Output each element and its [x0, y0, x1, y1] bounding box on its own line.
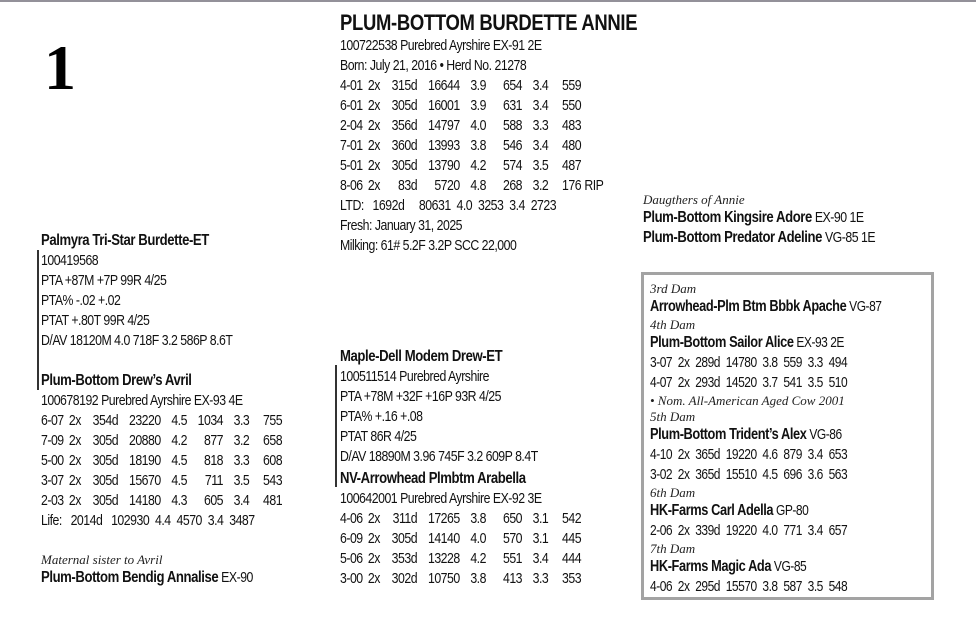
- lactation-record-row: [41, 431, 282, 451]
- record-fat-percent: 4.5: [171, 452, 187, 469]
- lactation-record-row: [340, 156, 630, 176]
- ancestor-score: EX-93 2E: [796, 334, 844, 351]
- dam-block: [41, 371, 335, 531]
- ancestor-entry: [650, 557, 881, 577]
- ancestor-generation-label: 6th Dam: [650, 485, 696, 500]
- daughter-entry: [643, 208, 875, 228]
- record-fat: 711: [204, 472, 224, 489]
- record-milkings: 2x: [367, 97, 380, 114]
- sire-block: [41, 231, 274, 351]
- detail-line: 100419568: [41, 252, 99, 269]
- record-milk: 17265: [427, 510, 460, 527]
- record-fat: 605: [203, 492, 224, 509]
- record-milkings: 2x: [367, 570, 380, 587]
- subject-born: Born: July 21, 2016 • Herd No. 21278: [340, 57, 527, 74]
- daughter-entry: [643, 228, 875, 248]
- record-milkings: 2x: [68, 452, 81, 469]
- record-milkings: 2x: [68, 432, 81, 449]
- record-milk: 16001: [427, 97, 460, 114]
- record-fat-percent: 4.2: [470, 157, 486, 174]
- record-fat: 570: [502, 530, 523, 547]
- subject-name: PLUM-BOTTOM BURDETTE ANNIE: [340, 10, 638, 35]
- subject-records: [340, 76, 694, 196]
- granddam-block: [340, 469, 634, 589]
- record-age: 3-07: [41, 472, 64, 489]
- record-days: 302d: [391, 570, 418, 587]
- record-days: 354d: [92, 412, 119, 429]
- lactation-record-row: [340, 509, 581, 529]
- record-days: 356d: [391, 117, 418, 134]
- sire-dam-bracket: [37, 250, 39, 390]
- record-protein: 480: [562, 137, 582, 154]
- record-protein-percent: 3.3: [532, 570, 549, 587]
- lactation-record-row: [340, 549, 581, 569]
- record-fat: 588: [502, 117, 523, 134]
- ancestor-name: Plum-Bottom Sailor Alice: [650, 334, 794, 351]
- daughter-name: Plum-Bottom Kingsire Adore: [643, 209, 812, 226]
- record-fat: 551: [502, 550, 523, 567]
- record-milkings: 2x: [367, 510, 380, 527]
- record-days: 315d: [391, 77, 418, 94]
- ancestor-score: GP-80: [775, 502, 809, 519]
- record-protein-percent: 3.5: [532, 157, 549, 174]
- lactation-record-row: [41, 471, 282, 491]
- record-days: 305d: [391, 530, 418, 547]
- record-days: 305d: [92, 452, 119, 469]
- record-days: 305d: [92, 492, 119, 509]
- detail-line: PTA +87M +7P 99R 4/25: [41, 272, 167, 289]
- detail-line: PTAT +.80T 99R 4/25: [41, 312, 150, 329]
- record-age: 5-01: [340, 157, 363, 174]
- record-milk: 10750: [427, 570, 460, 587]
- ancestor-name: HK-Farms Carl Adella: [650, 502, 774, 519]
- record-milkings: 2x: [367, 177, 380, 194]
- dams-sire-name: Maple-Dell Modem Drew-ET: [340, 348, 503, 365]
- record-fat: 877: [203, 432, 224, 449]
- record-days: 83d: [398, 177, 418, 194]
- record-fat-percent: 3.8: [470, 510, 486, 527]
- record-protein: 487: [562, 157, 582, 174]
- record-milkings: 2x: [68, 492, 81, 509]
- maternal-sister-name: Plum-Bottom Bendig Annalise: [41, 569, 219, 586]
- lactation-record-row: [41, 491, 282, 511]
- record-protein: 542: [562, 510, 582, 527]
- daughter-score: VG-85 1E: [824, 229, 876, 246]
- record-protein-percent: 3.5: [233, 472, 250, 489]
- record-fat: 654: [502, 77, 523, 94]
- record-fat-percent: 4.2: [470, 550, 486, 567]
- record-protein: 483: [562, 117, 582, 134]
- ancestor-generation-label: 7th Dam: [650, 541, 696, 556]
- ancestor-score: VG-87: [849, 298, 882, 315]
- record-protein-percent: 3.4: [532, 137, 549, 154]
- subject-block: [340, 10, 694, 256]
- detail-line: PTAT 86R 4/25: [340, 428, 417, 445]
- ancestor-note: • Nom. All-American Aged Cow 2001: [650, 393, 845, 408]
- record-milk: 13993: [427, 137, 460, 154]
- record-age: 2-04: [340, 117, 363, 134]
- record-fat-percent: 3.9: [470, 97, 486, 114]
- lactation-record-row: [340, 96, 630, 116]
- ancestor-score: VG-86: [809, 426, 842, 443]
- record-milkings: 2x: [367, 137, 380, 154]
- record-fat: 268: [502, 177, 523, 194]
- lot-number: 1: [44, 32, 76, 103]
- record-fat-percent: 4.3: [171, 492, 187, 509]
- record-milkings: 2x: [68, 472, 81, 489]
- daughters-block: [643, 192, 926, 248]
- dams-sire-granddam-bracket: [335, 365, 337, 487]
- record-milkings: 2x: [367, 530, 380, 547]
- daughter-score: EX-90 1E: [814, 209, 864, 226]
- record-age: 6-07: [41, 412, 64, 429]
- record-age: 4-06: [340, 510, 363, 527]
- record-protein: 481: [263, 492, 283, 509]
- record-days: 353d: [391, 550, 418, 567]
- maternal-sister-block: [41, 552, 299, 588]
- lactation-record-row: [340, 136, 630, 156]
- subject-registration: 100722538 Purebred Ayrshire EX-91 2E: [340, 37, 542, 54]
- record-days: 305d: [92, 472, 119, 489]
- record-milk: 14797: [427, 117, 460, 134]
- record-fat: 413: [502, 570, 523, 587]
- maternal-sister-label: Maternal sister to Avril: [41, 552, 163, 567]
- record-protein: 550: [562, 97, 582, 114]
- record-fat-percent: 4.5: [171, 472, 187, 489]
- record-fat: 546: [502, 137, 523, 154]
- dam-life: Life: 2014d 102930 4.4 4570 3.4 3487: [41, 512, 255, 529]
- lactation-record-row: [340, 76, 630, 96]
- extended-pedigree-box: [641, 272, 934, 600]
- subject-fresh: Fresh: January 31, 2025: [340, 217, 463, 234]
- maternal-sister-score: EX-90: [221, 569, 253, 586]
- extended-pedigree-list: [650, 281, 939, 597]
- record-days: 305d: [391, 157, 418, 174]
- record-protein: 445: [562, 530, 582, 547]
- record-age: 7-09: [41, 432, 64, 449]
- record-protein: 608: [263, 452, 283, 469]
- record-protein: 444: [562, 550, 582, 567]
- record-milk: 5720: [434, 177, 460, 194]
- dam-registration: 100678192 Purebred Ayrshire EX-93 4E: [41, 392, 243, 409]
- record-protein: 559: [562, 77, 582, 94]
- record-milk: 13228: [427, 550, 460, 567]
- record-fat-percent: 4.2: [171, 432, 187, 449]
- ancestor-record: 4-06 2x 295d 15570 3.8 587 3.5 548: [650, 578, 848, 595]
- record-protein-percent: 3.1: [532, 510, 549, 527]
- record-milk: 13790: [427, 157, 460, 174]
- ancestor-entry: [650, 333, 881, 353]
- record-days: 311d: [392, 510, 418, 527]
- maternal-sister-entry: [41, 568, 253, 588]
- dams-sire-block: [340, 347, 581, 467]
- record-age: 2-03: [41, 492, 64, 509]
- record-protein: 176: [562, 177, 582, 194]
- detail-line: D/AV 18120M 4.0 718F 3.2 586P 8.6T: [41, 332, 233, 349]
- record-protein-percent: 3.3: [233, 412, 250, 429]
- record-fat-percent: 3.8: [470, 570, 486, 587]
- record-milkings: 2x: [367, 550, 380, 567]
- record-protein-percent: 3.1: [532, 530, 549, 547]
- record-age: 6-09: [340, 530, 363, 547]
- record-protein-percent: 3.4: [233, 492, 250, 509]
- record-fat-percent: 4.0: [470, 117, 486, 134]
- record-protein-percent: 3.4: [532, 77, 549, 94]
- record-fat: 631: [502, 97, 523, 114]
- ancestor-entry: [650, 425, 881, 445]
- daughter-name: Plum-Bottom Predator Adeline: [643, 229, 823, 246]
- lactation-record-row: [340, 569, 581, 589]
- record-days: 305d: [391, 97, 418, 114]
- record-milk: 20880: [128, 432, 161, 449]
- record-age: 5-06: [340, 550, 363, 567]
- record-protein: 658: [263, 432, 283, 449]
- record-protein: 543: [263, 472, 283, 489]
- record-age: 4-01: [340, 77, 363, 94]
- record-protein: 755: [263, 412, 283, 429]
- ancestor-name: HK-Farms Magic Ada: [650, 558, 772, 575]
- lactation-record-row: [340, 529, 581, 549]
- ancestor-entry: [650, 501, 881, 521]
- ancestor-score: VG-85: [773, 558, 807, 575]
- record-age: 3-00: [340, 570, 363, 587]
- ancestor-generation-label: 4th Dam: [650, 317, 696, 332]
- record-days: 305d: [92, 432, 119, 449]
- top-rule: [0, 0, 976, 2]
- record-fat-percent: 3.8: [470, 137, 486, 154]
- detail-line: PTA% +.16 +.08: [340, 408, 423, 425]
- record-milkings: 2x: [367, 117, 380, 134]
- record-age: 7-01: [340, 137, 363, 154]
- dams-sire-details: [340, 367, 581, 467]
- record-fat: 574: [502, 157, 523, 174]
- record-fat-percent: 4.0: [470, 530, 486, 547]
- record-age: 5-00: [41, 452, 64, 469]
- ancestor-generation-label: 3rd Dam: [650, 281, 697, 296]
- record-milkings: 2x: [68, 412, 81, 429]
- daughters-list: [643, 208, 926, 248]
- record-fat: 650: [502, 510, 523, 527]
- dam-records: [41, 411, 335, 511]
- record-milk: 14140: [427, 530, 460, 547]
- record-protein-percent: 3.3: [532, 117, 549, 134]
- sire-name: Palmyra Tri-Star Burdette-ET: [41, 232, 209, 249]
- ancestor-generation-label: 5th Dam: [650, 409, 696, 424]
- ancestor-record: 3-02 2x 365d 15510 4.5 696 3.6 563: [650, 466, 848, 483]
- record-protein-percent: 3.3: [233, 452, 250, 469]
- record-milkings: 2x: [367, 77, 380, 94]
- record-note: RIP: [584, 177, 604, 194]
- record-fat-percent: 4.5: [171, 412, 187, 429]
- daughters-label: Daugthers of Annie: [643, 192, 745, 207]
- lactation-record-row: [340, 116, 630, 136]
- ancestor-entry: [650, 297, 881, 317]
- record-milkings: 2x: [367, 157, 380, 174]
- record-protein-percent: 3.2: [532, 177, 549, 194]
- record-age: 8-06: [340, 177, 363, 194]
- ancestor-name: Plum-Bottom Trident’s Alex: [650, 426, 807, 443]
- record-fat: 818: [203, 452, 224, 469]
- record-milk: 15670: [128, 472, 161, 489]
- lactation-record-row: [41, 411, 282, 431]
- detail-line: PTA% -.02 +.02: [41, 292, 121, 309]
- ancestor-record: 3-07 2x 289d 14780 3.8 559 3.3 494: [650, 354, 848, 371]
- subject-ltd: LTD: 1692d 80631 4.0 3253 3.4 2723: [340, 197, 557, 214]
- sire-details: [41, 251, 274, 351]
- ancestor-record: 4-07 2x 293d 14520 3.7 541 3.5 510: [650, 374, 848, 391]
- ancestor-record: 4-10 2x 365d 19220 4.6 879 3.4 653: [650, 446, 848, 463]
- record-milk: 16644: [427, 77, 460, 94]
- record-fat: 1034: [197, 412, 224, 429]
- record-protein-percent: 3.2: [233, 432, 250, 449]
- detail-line: 100511514 Purebred Ayrshire: [340, 368, 490, 385]
- record-protein-percent: 3.4: [532, 97, 549, 114]
- dam-name: Plum-Bottom Drew’s Avril: [41, 372, 192, 389]
- record-milk: 14180: [128, 492, 161, 509]
- record-days: 360d: [391, 137, 418, 154]
- record-age: 6-01: [340, 97, 363, 114]
- record-protein-percent: 3.4: [532, 550, 549, 567]
- record-milk: 18190: [128, 452, 161, 469]
- lactation-record-row: [340, 176, 630, 196]
- subject-milking: Milking: 61# 5.2F 3.2P SCC 22,000: [340, 237, 517, 254]
- ancestor-record: 2-06 2x 339d 19220 4.0 771 3.4 657: [650, 522, 848, 539]
- record-milk: 23220: [128, 412, 161, 429]
- record-fat-percent: 4.8: [470, 177, 486, 194]
- granddam-name: NV-Arrowhead Plmbtm Arabella: [340, 470, 526, 487]
- record-fat-percent: 3.9: [470, 77, 486, 94]
- record-protein: 353: [562, 570, 582, 587]
- ancestor-name: Arrowhead-Plm Btm Bbbk Apache: [650, 298, 847, 315]
- granddam-registration: 100642001 Purebred Ayrshire EX-92 3E: [340, 490, 542, 507]
- detail-line: D/AV 18890M 3.96 745F 3.2 609P 8.4T: [340, 448, 538, 465]
- detail-line: PTA +78M +32F +16P 93R 4/25: [340, 388, 501, 405]
- granddam-records: [340, 509, 634, 589]
- lactation-record-row: [41, 451, 282, 471]
